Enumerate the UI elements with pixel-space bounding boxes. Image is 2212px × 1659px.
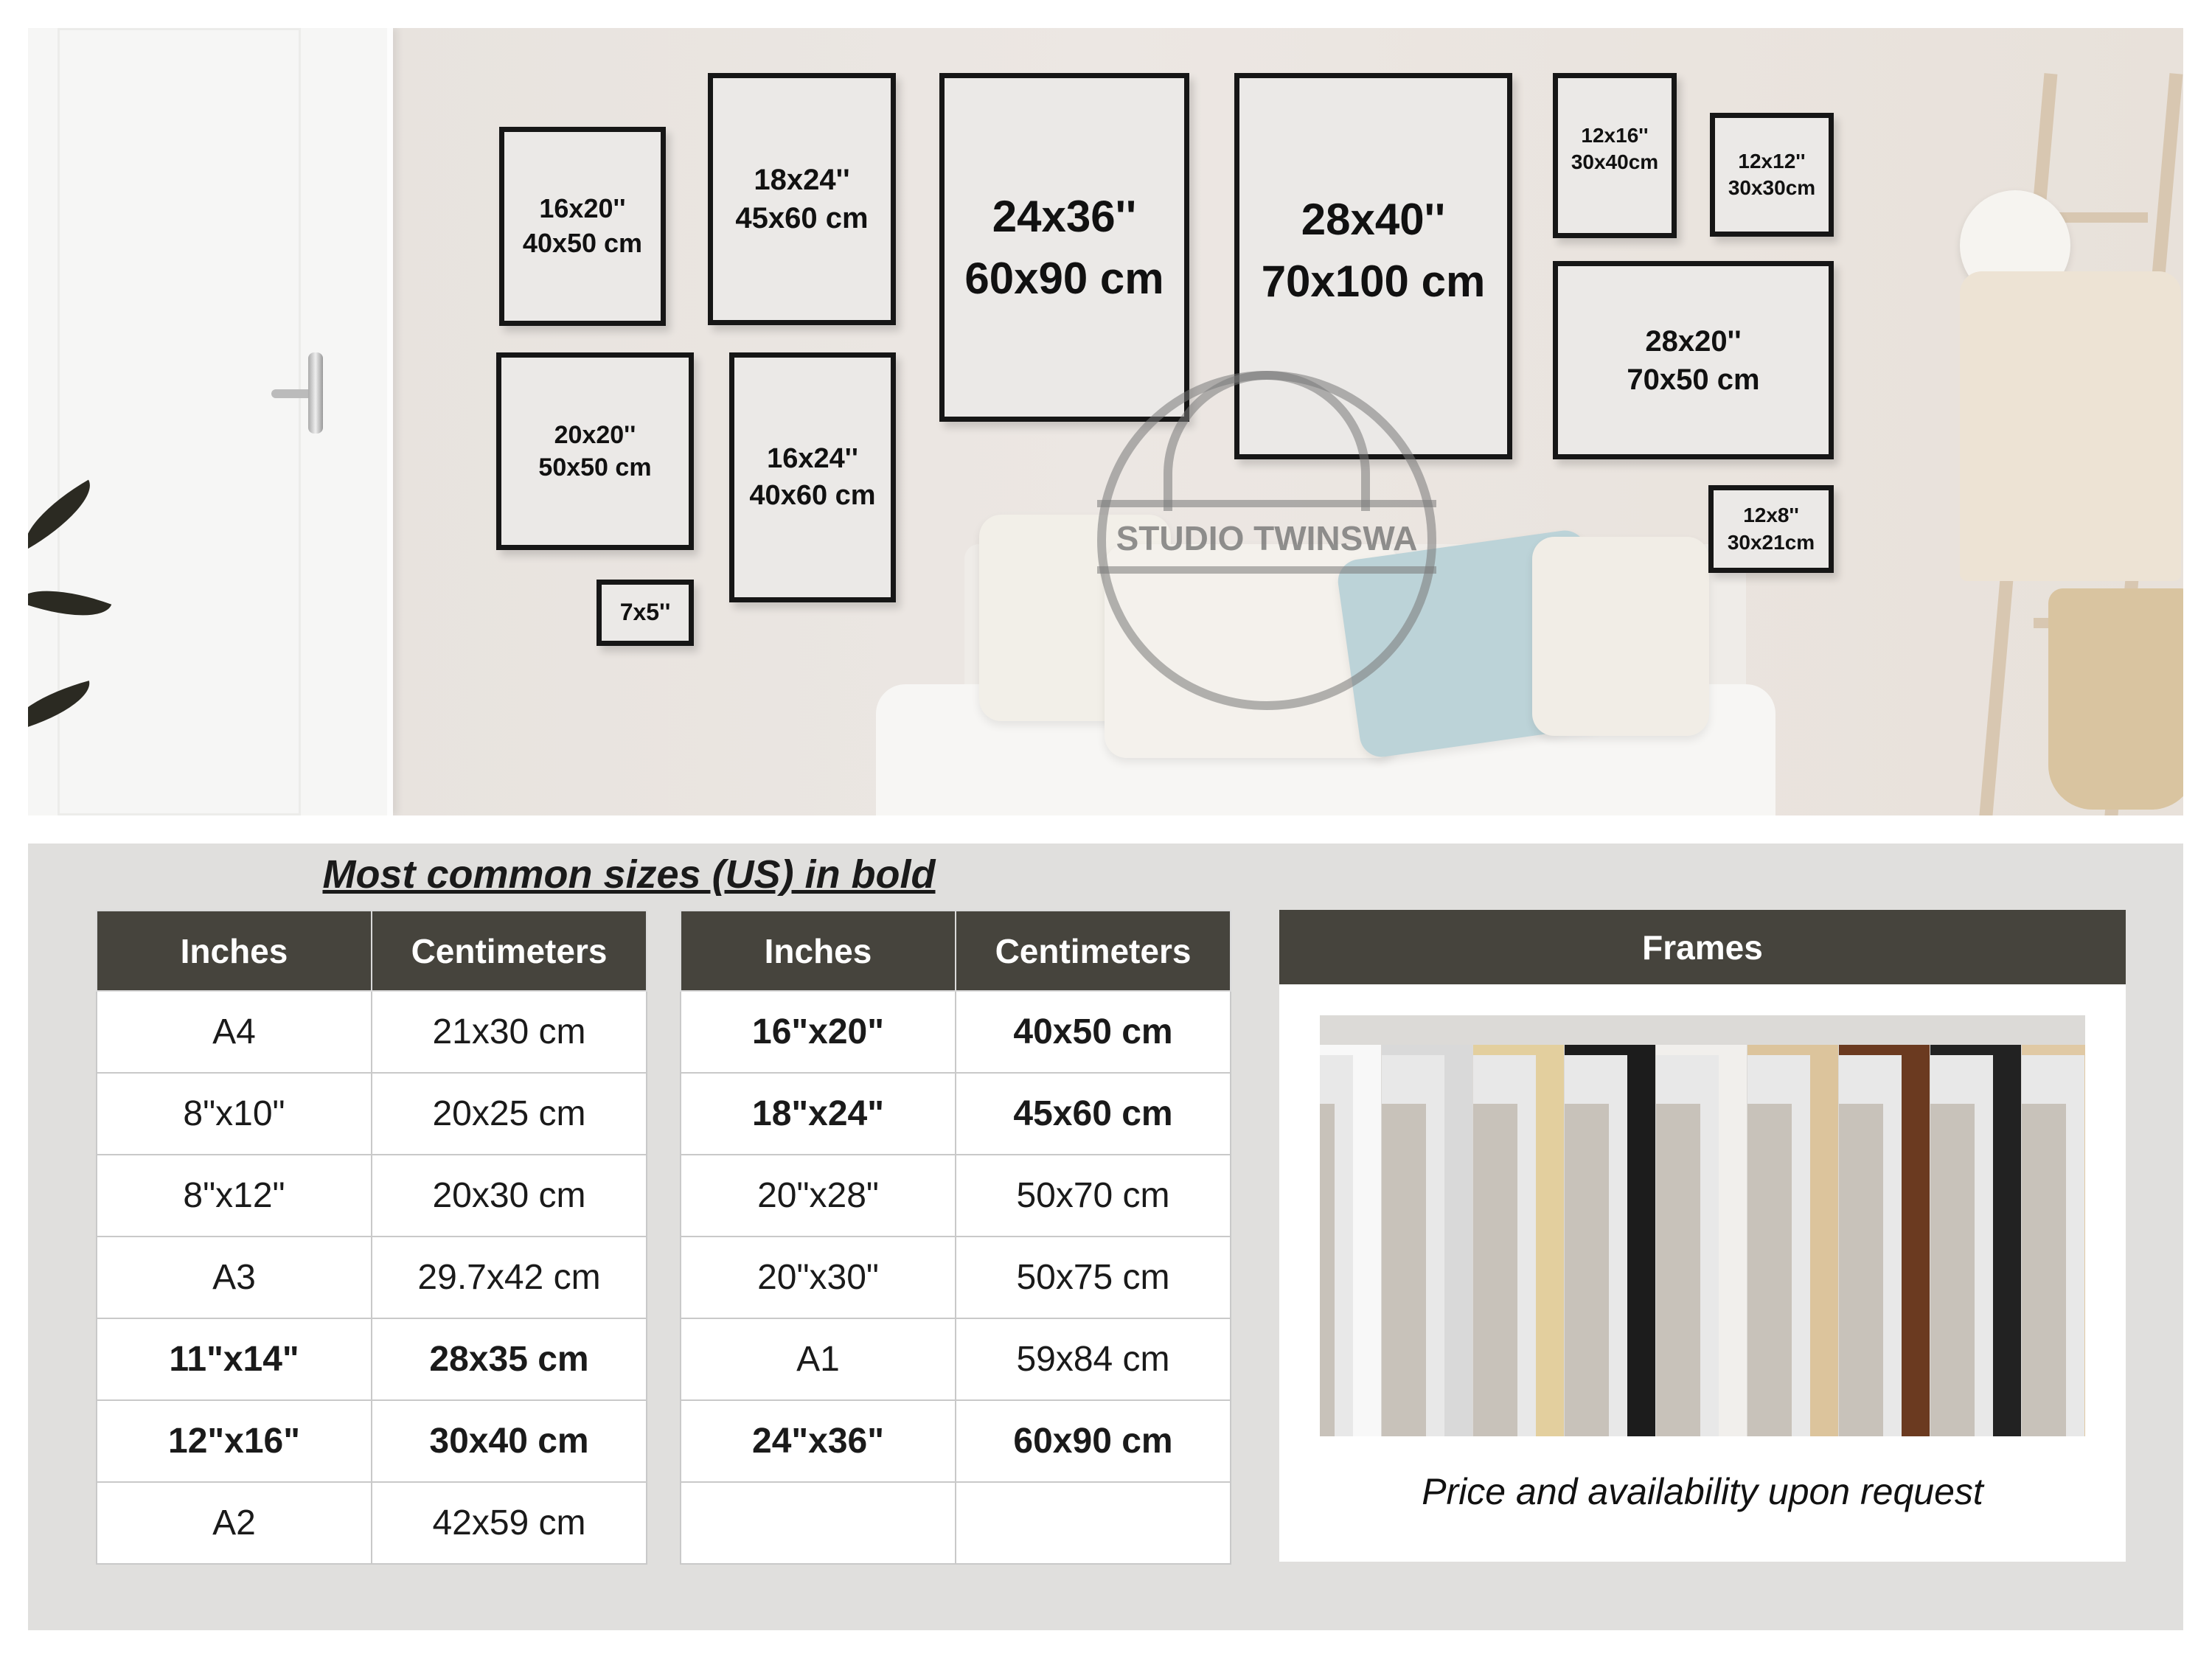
frame-edge bbox=[1536, 1045, 1564, 1436]
frame-mat bbox=[1382, 1104, 1426, 1436]
table-row bbox=[681, 991, 1231, 1073]
cell-cm: 20x25 cm bbox=[372, 1073, 647, 1155]
frame-mat bbox=[1320, 1104, 1335, 1436]
col-centimeters: Centimeters bbox=[956, 911, 1231, 991]
cell-cm: 60x90 cm bbox=[956, 1400, 1231, 1482]
frame-mat bbox=[1656, 1104, 1700, 1436]
frame-cm: 70x100 cm bbox=[1261, 257, 1486, 306]
cell-cm bbox=[956, 1482, 1231, 1564]
col-centimeters: Centimeters bbox=[372, 911, 647, 991]
frames-caption: Price and availability upon request bbox=[1422, 1471, 1983, 1512]
frame-mat bbox=[1930, 1104, 1975, 1436]
cell-inches: 8"x12" bbox=[97, 1155, 372, 1237]
wall-frame bbox=[939, 73, 1189, 422]
frame-cm: 40x50 cm bbox=[522, 228, 643, 258]
frame-cm: 30x21cm bbox=[1727, 530, 1815, 554]
sweater bbox=[1960, 271, 2181, 581]
frame-top bbox=[2022, 1045, 2085, 1055]
frame-cm: 30x40cm bbox=[1571, 150, 1659, 174]
sizes-table-1 bbox=[96, 910, 647, 1565]
cell-cm: 45x60 cm bbox=[956, 1073, 1231, 1155]
frames-title: Frames bbox=[1279, 910, 2126, 984]
col-inches: Inches bbox=[97, 911, 372, 991]
table-header-row bbox=[97, 911, 647, 991]
cell-inches: 20"x28" bbox=[681, 1155, 956, 1237]
cell-cm: 29.7x42 cm bbox=[372, 1237, 647, 1318]
frame-inch: 16x20'' bbox=[539, 193, 626, 224]
table-row bbox=[681, 1400, 1231, 1482]
frame-sample bbox=[1930, 1045, 2021, 1436]
cell-inches: 8"x10" bbox=[97, 1073, 372, 1155]
sizes-table-2 bbox=[680, 910, 1231, 1565]
frame-edge bbox=[1902, 1045, 1930, 1436]
frame-sample bbox=[1382, 1045, 1472, 1436]
cell-inches: 20"x30" bbox=[681, 1237, 956, 1318]
frame-inch: 20x20'' bbox=[554, 420, 636, 449]
cell-cm: 40x50 cm bbox=[956, 991, 1231, 1073]
frame-mat bbox=[2022, 1104, 2066, 1436]
cell-inches: 12"x16" bbox=[97, 1400, 372, 1482]
cell-inches: 24"x36" bbox=[681, 1400, 956, 1482]
cell-cm: 28x35 cm bbox=[372, 1318, 647, 1400]
frame-edge bbox=[1993, 1045, 2021, 1436]
cell-cm: 20x30 cm bbox=[372, 1155, 647, 1237]
frame-mat bbox=[1839, 1104, 1883, 1436]
frame-sample bbox=[1839, 1045, 1930, 1436]
frame-inch: 12x8'' bbox=[1743, 504, 1799, 527]
cell-inches bbox=[681, 1482, 956, 1564]
frame-inch: 12x12'' bbox=[1738, 149, 1806, 173]
frame-inch: 28x40'' bbox=[1301, 195, 1446, 244]
pillow bbox=[1532, 537, 1709, 736]
cell-cm: 21x30 cm bbox=[372, 991, 647, 1073]
frame-inch: 12x16'' bbox=[1581, 124, 1649, 147]
frame-sample bbox=[1747, 1045, 1838, 1436]
frame-mat bbox=[1473, 1104, 1517, 1436]
frame-inch: 24x36'' bbox=[992, 191, 1137, 241]
frame-sample bbox=[1320, 1045, 1381, 1436]
wall-frame bbox=[729, 352, 896, 602]
door-handle bbox=[308, 352, 323, 434]
wall-frame bbox=[597, 580, 694, 646]
table-row bbox=[97, 1318, 647, 1400]
table-row bbox=[97, 991, 647, 1073]
cell-inches: A1 bbox=[681, 1318, 956, 1400]
table-row bbox=[681, 1237, 1231, 1318]
door-panel bbox=[58, 28, 301, 815]
frame-edge bbox=[2084, 1045, 2085, 1436]
wall-frame bbox=[1708, 485, 1834, 573]
table-row bbox=[681, 1318, 1231, 1400]
frame-edge bbox=[1444, 1045, 1472, 1436]
frame-cm: 50x50 cm bbox=[538, 453, 652, 481]
cell-inches: A4 bbox=[97, 991, 372, 1073]
cell-inches: A2 bbox=[97, 1482, 372, 1564]
table-row bbox=[681, 1155, 1231, 1237]
wall-frame bbox=[1710, 113, 1834, 237]
frames-panel bbox=[1279, 910, 2126, 1562]
frame-edge bbox=[1810, 1045, 1838, 1436]
wall-frame bbox=[1553, 261, 1834, 459]
cell-cm: 50x70 cm bbox=[956, 1155, 1231, 1237]
table-row bbox=[97, 1482, 647, 1564]
frame-mat bbox=[1565, 1104, 1609, 1436]
cell-inches: 18"x24" bbox=[681, 1073, 956, 1155]
frame-inch: 28x20'' bbox=[1645, 324, 1742, 358]
frame-edge bbox=[1719, 1045, 1747, 1436]
room-photo bbox=[28, 28, 2183, 815]
cell-cm: 50x75 cm bbox=[956, 1237, 1231, 1318]
col-inches: Inches bbox=[681, 911, 956, 991]
table-row bbox=[97, 1400, 647, 1482]
frame-cm: 60x90 cm bbox=[964, 253, 1164, 303]
wall-frame bbox=[496, 352, 694, 550]
frame-inch: 7x5'' bbox=[619, 599, 671, 626]
frame-sample bbox=[1565, 1045, 1655, 1436]
cell-inches: A3 bbox=[97, 1237, 372, 1318]
table-row bbox=[97, 1237, 647, 1318]
frame-cm: 40x60 cm bbox=[749, 479, 876, 511]
frame-cm: 70x50 cm bbox=[1627, 363, 1760, 396]
frames-photo bbox=[1320, 1015, 2085, 1436]
sizes-heading: Most common sizes (US) in bold bbox=[322, 852, 936, 897]
watermark-text: STUDIO TWINSWA bbox=[1116, 519, 1418, 557]
table-header-row bbox=[681, 911, 1231, 991]
wall-frame bbox=[499, 127, 666, 326]
cell-inches: 11"x14" bbox=[97, 1318, 372, 1400]
frame-cm: 45x60 cm bbox=[735, 202, 869, 234]
wall-frame bbox=[708, 73, 896, 325]
frame-edge bbox=[1353, 1045, 1381, 1436]
cell-cm: 59x84 cm bbox=[956, 1318, 1231, 1400]
cell-cm: 30x40 cm bbox=[372, 1400, 647, 1482]
basket bbox=[2048, 588, 2183, 810]
frame-inch: 16x24'' bbox=[767, 443, 858, 475]
wall-frame bbox=[1553, 73, 1677, 238]
frame-cm: 30x30cm bbox=[1728, 176, 1816, 199]
frame-edge bbox=[1627, 1045, 1655, 1436]
table-row bbox=[681, 1073, 1231, 1155]
frame-sample bbox=[1656, 1045, 1747, 1436]
cell-cm: 42x59 cm bbox=[372, 1482, 647, 1564]
frame-sample bbox=[2022, 1045, 2085, 1436]
table-row bbox=[97, 1073, 647, 1155]
cell-inches: 16"x20" bbox=[681, 991, 956, 1073]
frame-mat bbox=[1747, 1104, 1792, 1436]
table-row bbox=[681, 1482, 1231, 1564]
frame-sample bbox=[1473, 1045, 1564, 1436]
frame-inch: 18x24'' bbox=[754, 164, 850, 196]
table-row bbox=[97, 1155, 647, 1237]
